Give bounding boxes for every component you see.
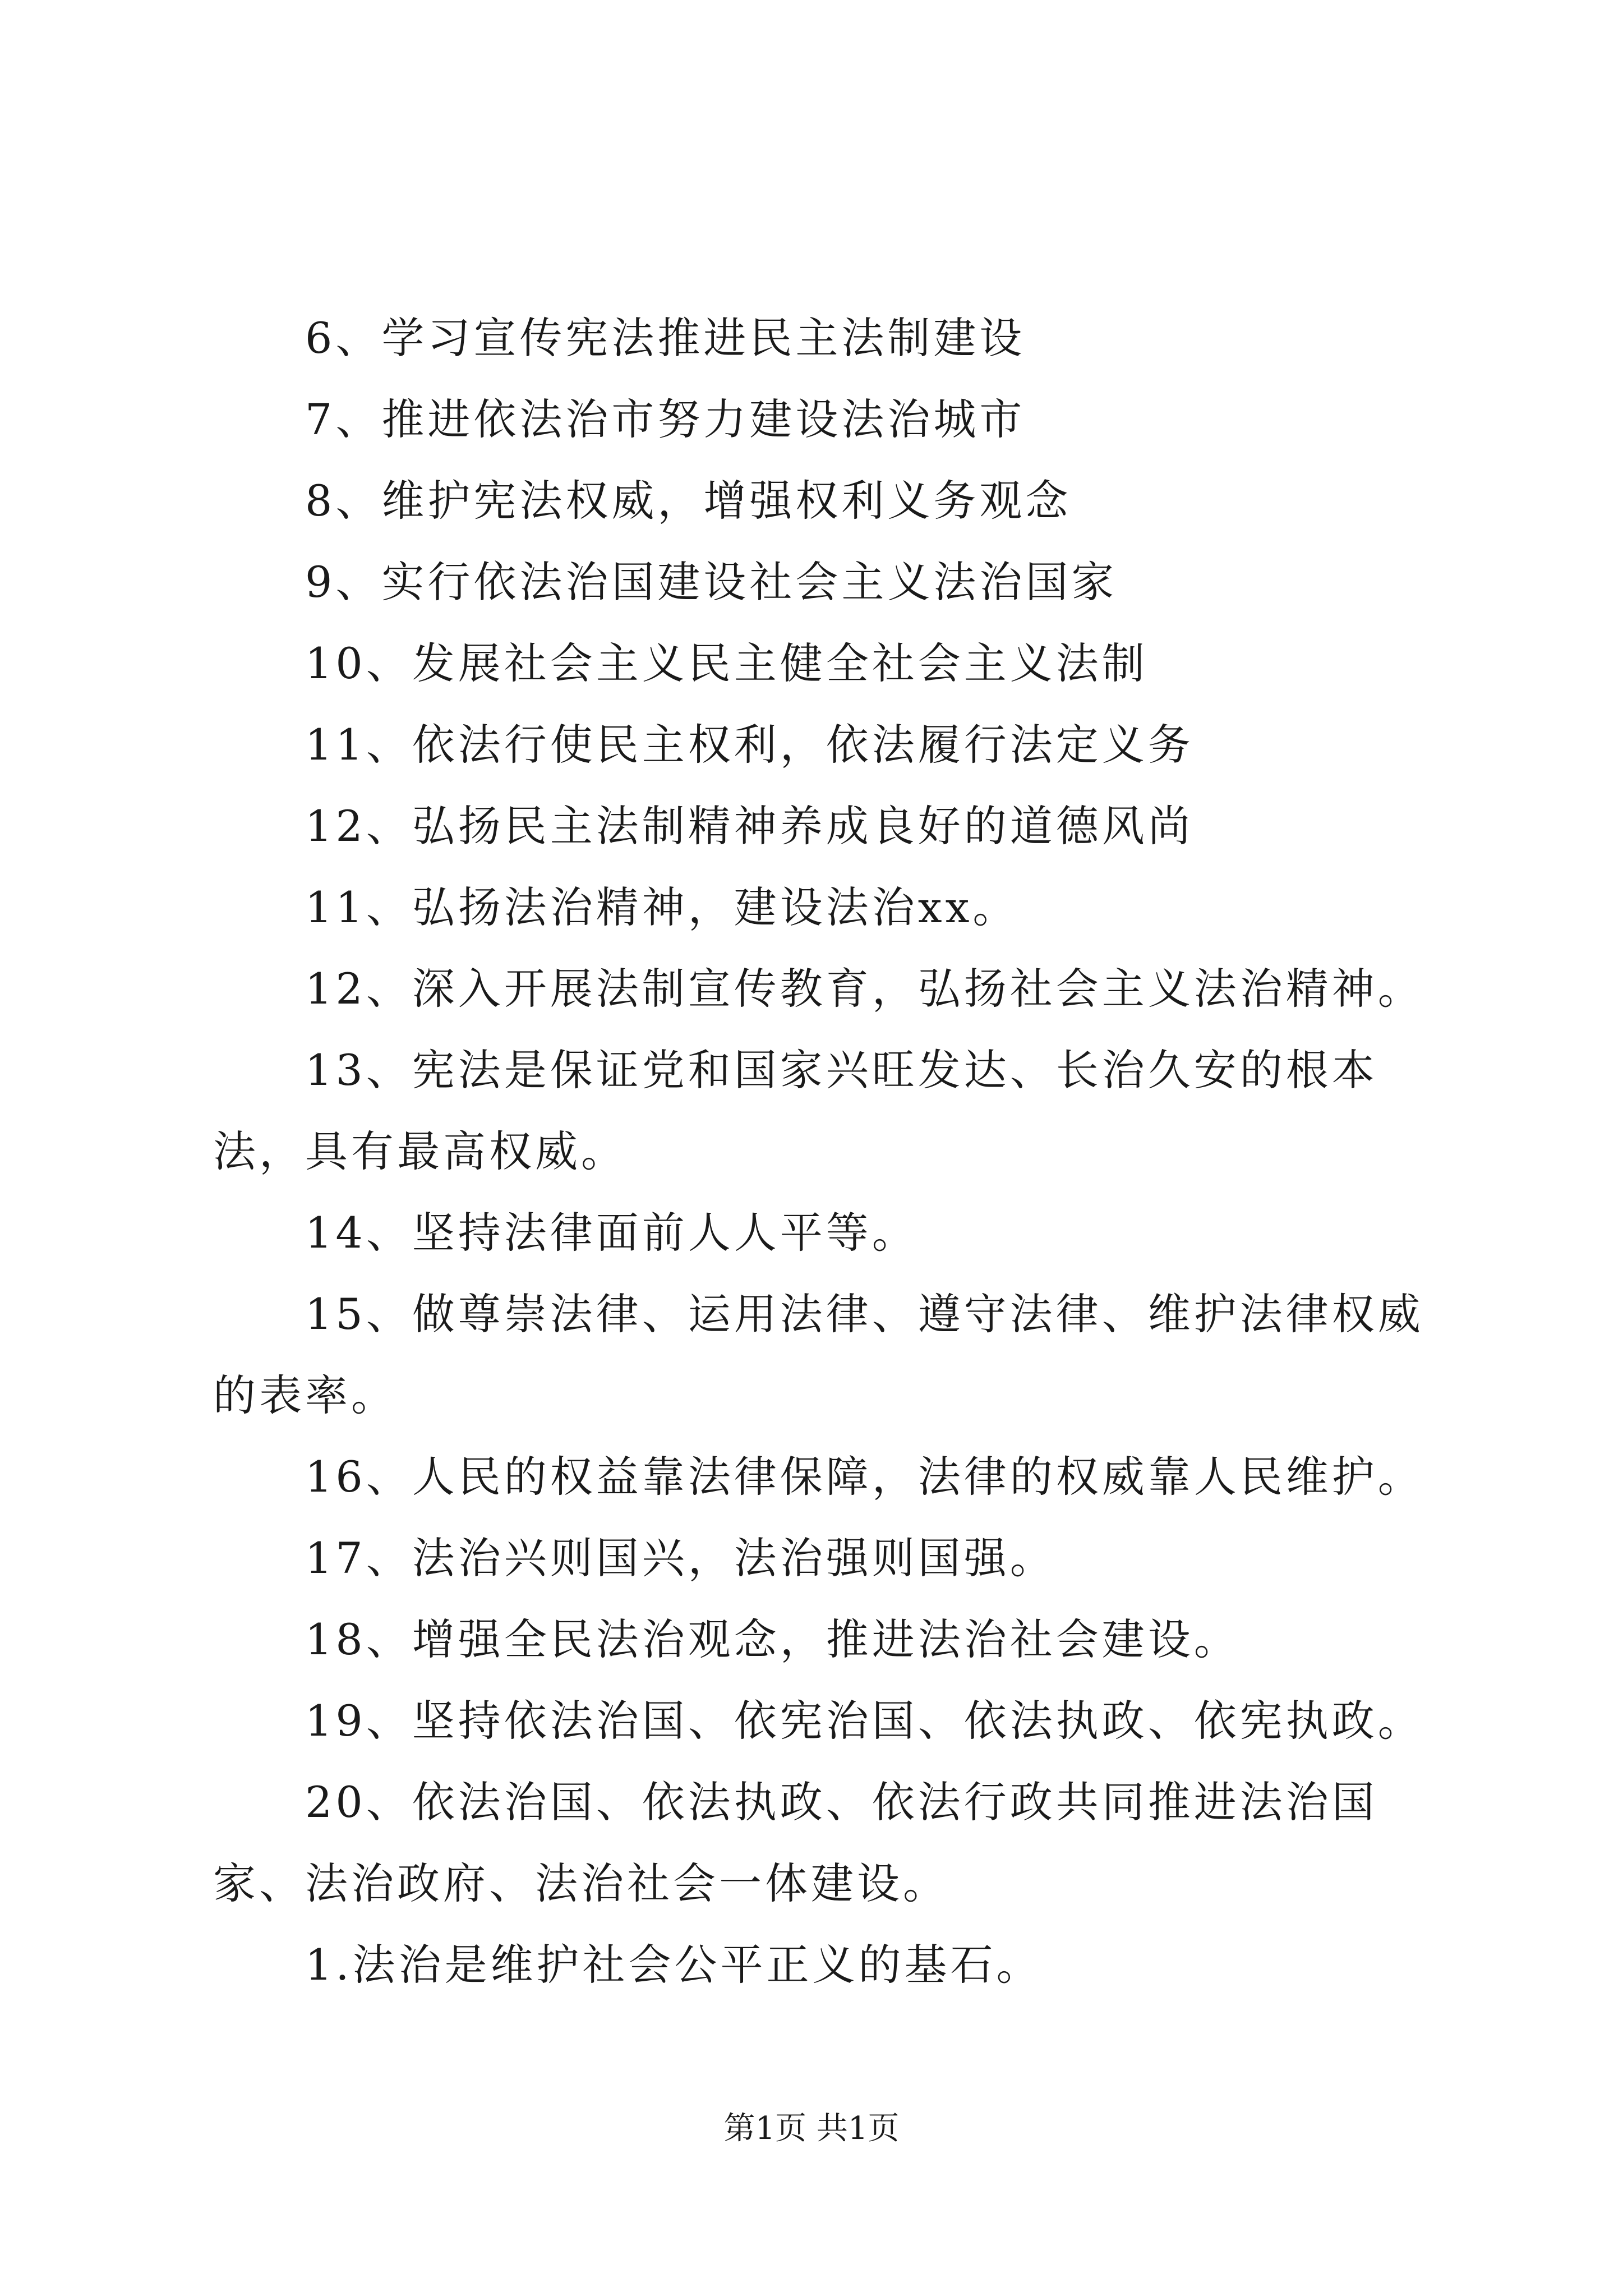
paragraph-10: 13、宪法是保证党和国家兴旺发达、长治久安的根本法，具有最高权威。 bbox=[213, 1045, 1378, 1176]
paragraph-8: 11、弘扬法治精神，建设法治xx。 bbox=[305, 882, 1019, 932]
paragraph-9: 12、深入开展法制宣传教育，弘扬社会主义法治精神。 bbox=[305, 964, 1424, 1014]
paragraph-6: 11、依法行使民主权利，依法履行法定义务 bbox=[305, 720, 1194, 770]
document-body bbox=[213, 297, 1424, 2005]
paragraph-5: 10、发展社会主义民主健全社会主义法制 bbox=[305, 638, 1148, 688]
paragraph-18: 1.法治是维护社会公平正义的基石。 bbox=[305, 1940, 1043, 1990]
paragraph-13: 16、人民的权益靠法律保障，法律的权威靠人民维护。 bbox=[305, 1452, 1424, 1502]
paragraph-7: 12、弘扬民主法制精神养成良好的道德风尚 bbox=[305, 801, 1194, 851]
paragraph-14: 17、法治兴则国兴，法治强则国强。 bbox=[305, 1533, 1056, 1583]
paragraph-2: 7、推进依法治市努力建设法治城市 bbox=[305, 394, 1026, 444]
paragraph-1: 6、学习宣传宪法推进民主法制建设 bbox=[305, 313, 1026, 363]
paragraph-15: 18、增强全民法治观念，推进法治社会建设。 bbox=[305, 1614, 1240, 1664]
paragraph-11: 14、坚持法律面前人人平等。 bbox=[305, 1208, 918, 1258]
page-footer: 第1页 共1页 bbox=[723, 2110, 900, 2147]
paragraph-3: 8、维护宪法权威，增强权利义务观念 bbox=[305, 476, 1072, 526]
paragraph-12: 15、做尊崇法律、运用法律、遵守法律、维护法律权威的表率。 bbox=[213, 1289, 1424, 1420]
paragraph-17: 20、依法治国、依法执政、依法行政共同推进法治国家、法治政府、法治社会一体建设。 bbox=[213, 1777, 1378, 1908]
paragraph-16: 19、坚持依法治国、依宪治国、依法执政、依宪执政。 bbox=[305, 1696, 1424, 1746]
paragraph-4: 9、实行依法治国建设社会主义法治国家 bbox=[305, 557, 1118, 607]
